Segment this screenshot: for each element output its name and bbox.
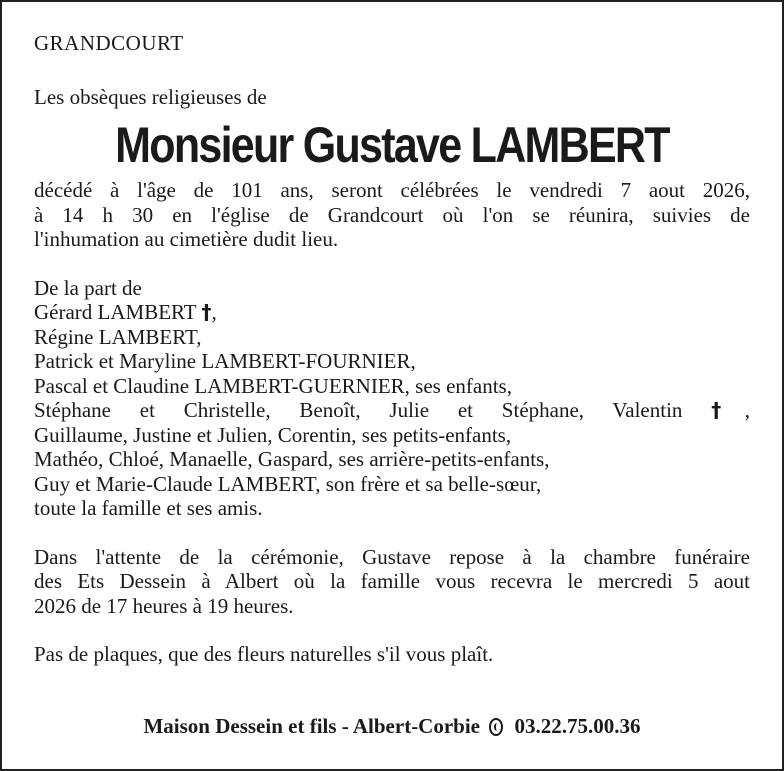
great-grandchildren-line: Mathéo, Chloé, Manaelle, Gaspard, ses arrière-petits-enfants, xyxy=(34,447,550,471)
funeral-home-footer xyxy=(2,714,782,739)
family-member: Gérard LAMBERT †, xyxy=(34,300,217,324)
viewing-paragraph xyxy=(34,545,750,619)
funeral-home-name: Maison Dessein et fils - Albert-Corbie xyxy=(143,714,481,738)
family-member: Pascal et Claudine LAMBERT-GUERNIER, ses enfants, xyxy=(34,373,512,398)
family-member: Régine LAMBERT, xyxy=(34,324,202,349)
cross-icon: † xyxy=(711,398,745,422)
cross-icon: † xyxy=(201,300,212,324)
grandchildren-line: Guillaume, Justine et Julien, Corentin, ses petits-enfants, xyxy=(34,422,512,447)
phone-number: 03.22.75.00.36 xyxy=(514,714,641,738)
viewing-line: 2026 de 17 heures à 19 heures. xyxy=(34,593,294,618)
deceased-name: Monsieur Gustave LAMBERT xyxy=(115,117,669,173)
phone-icon xyxy=(489,718,503,736)
sibling-line: Guy et Marie-Claude LAMBERT, son frère et sa belle-sœur, xyxy=(34,471,542,496)
family-paragraph xyxy=(34,276,750,521)
grandchildren-names: Stéphane et Christelle, Benoît, Julie et Stéphane, Valentin xyxy=(34,398,683,422)
viewing-line: des Ets Dessein à Albert où la famille vous recevra le mercredi 5 aout xyxy=(34,569,750,593)
ceremony-line: l'inhumation au cimetière dudit lieu. xyxy=(34,227,339,251)
ceremony-paragraph xyxy=(34,178,750,252)
ceremony-line: décédé à l'âge de 101 ans, seront célébrées le vendredi 7 aout 2026, xyxy=(34,178,750,202)
ceremony-line: à 14 h 30 en l'église de Grandcourt où l'on se réunira, suivies de xyxy=(34,202,750,227)
flowers-note: Pas de plaques, que des fleurs naturelles s'il vous plaît. xyxy=(34,642,494,666)
grandchildren-line: Stéphane et Christelle, Benoît, Julie et Stéphane, Valentin †, xyxy=(34,398,751,422)
viewing-line: Dans l'attente de la cérémonie, Gustave repose à la chambre funéraire xyxy=(34,544,750,569)
town-heading: GRANDCOURT xyxy=(34,31,184,55)
intro-text: Les obsèques religieuses de xyxy=(34,85,267,109)
family-member: Patrick et Maryline LAMBERT-FOURNIER, xyxy=(34,349,416,373)
family-member-name: Gérard LAMBERT xyxy=(34,300,197,324)
family-closing: toute la famille et ses amis. xyxy=(34,496,263,520)
family-intro: De la part de xyxy=(34,275,142,300)
